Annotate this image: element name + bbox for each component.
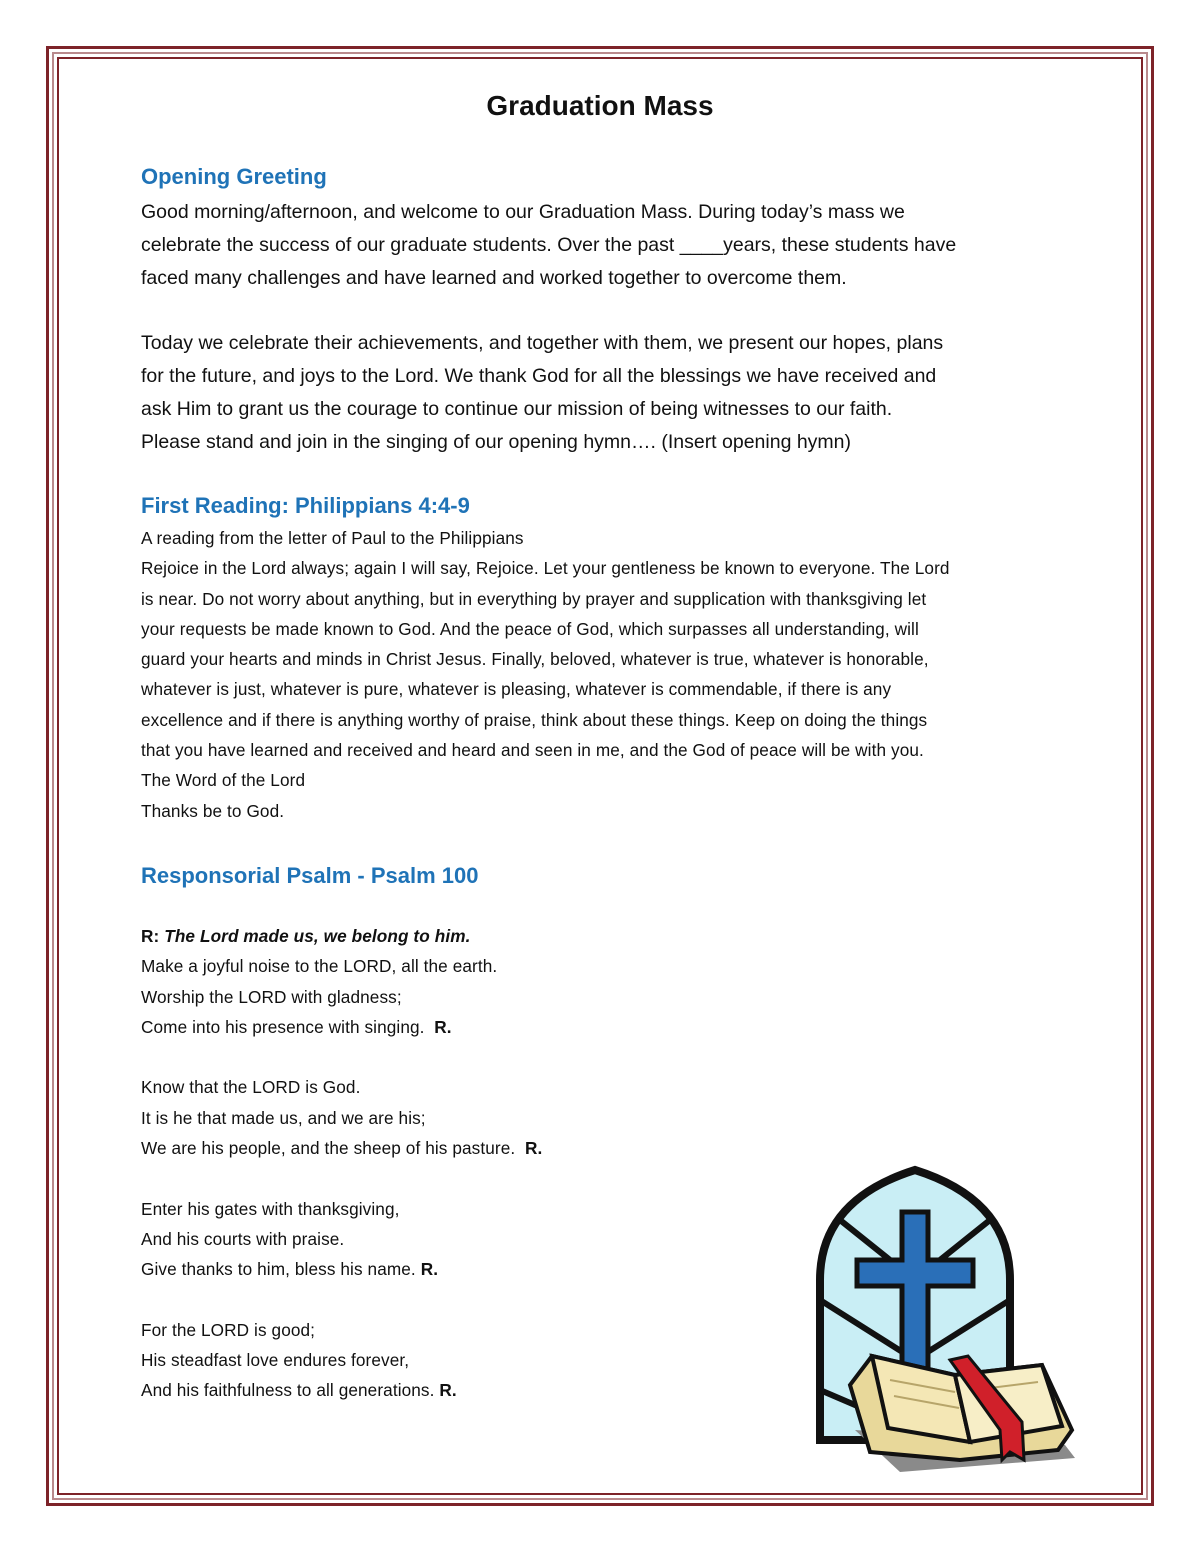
- text-line: [141, 1012, 1061, 1042]
- text-line: Know that the LORD is God.: [141, 1077, 361, 1098]
- text-line: A reading from the letter of Paul to the Philippians: [141, 528, 524, 548]
- text-line: For the LORD is good;: [141, 1319, 316, 1340]
- stained-glass-cross-and-bible-icon: [810, 1160, 1090, 1480]
- first-reading-text: [141, 523, 1061, 826]
- psalm-heading: Responsorial Psalm - Psalm 100: [141, 862, 479, 888]
- verse-text: And his faithfulness to all generations.: [141, 1380, 435, 1401]
- text-line: Worship the LORD with gladness;: [141, 986, 402, 1007]
- text-line: excellence and if there is anything worthy of praise, think about these things. Keep on doing the things: [141, 709, 928, 730]
- response-marker: R.: [434, 1016, 452, 1037]
- response-marker: R.: [525, 1138, 543, 1159]
- opening-greeting-paragraph-1: [141, 196, 1061, 295]
- first-reading-section: [141, 491, 1061, 826]
- text-line: Rejoice in the Lord always; again I will say, Rejoice. Let your gentleness be known to everyone. The Lord: [141, 558, 950, 579]
- response-marker: R.: [420, 1259, 439, 1280]
- verse-text: Come into his presence with singing.: [141, 1016, 425, 1037]
- text-line: Thanks be to God.: [141, 800, 285, 821]
- text-line: ask Him to grant us the courage to continue our mission of being witnesses to our faith.: [141, 398, 893, 420]
- text-line: Good morning/afternoon, and welcome to our Graduation Mass. During today’s mass we: [141, 201, 905, 223]
- text-line: guard your hearts and minds in Christ Jesus. Finally, beloved, whatever is true, whatever is honorable,: [141, 649, 929, 670]
- text-line: His steadfast love endures forever,: [141, 1350, 410, 1371]
- text-line: It is he that made us, and we are his;: [141, 1107, 426, 1128]
- response-text: The Lord made us, we belong to him.: [164, 925, 471, 946]
- verse-text: We are his people, and the sheep of his pasture.: [141, 1138, 516, 1159]
- opening-greeting-heading: Opening Greeting: [141, 164, 327, 189]
- response-marker: R.: [439, 1380, 457, 1401]
- text-line: your requests be made known to God. And the peace of God, which surpasses all understanding, will: [141, 618, 919, 639]
- text-line: The Word of the Lord: [141, 770, 306, 791]
- first-reading-heading: First Reading: Philippians 4:4-9: [141, 493, 470, 518]
- response-label: R:: [141, 925, 160, 946]
- text-line: that you have learned and received and heard and seen in me, and the God of peace will be with you.: [141, 740, 924, 761]
- text-line: whatever is just, whatever is pure, whatever is pleasing, whatever is commendable, if there is any: [141, 679, 892, 700]
- text-line: Enter his gates with thanksgiving,: [141, 1198, 400, 1219]
- text-line: And his courts with praise.: [141, 1228, 345, 1249]
- blank-line: [141, 1042, 1061, 1072]
- text-line: faced many challenges and have learned and worked together to overcome them.: [141, 267, 847, 289]
- psalm-response: [141, 921, 1061, 951]
- text-line: Please stand and join in the singing of our opening hymn…. (Insert opening hymn): [141, 431, 852, 453]
- verse-text: Give thanks to him, bless his name.: [141, 1259, 416, 1280]
- text-line: for the future, and joys to the Lord. We thank God for all the blessings we have received and: [141, 365, 937, 387]
- text-line: Make a joyful noise to the LORD, all the earth.: [141, 956, 498, 977]
- text-line: celebrate the success of our graduate students. Over the past ____years, these students have: [141, 234, 957, 256]
- text-line: is near. Do not worry about anything, but in everything by prayer and supplication with thanksgiving let: [141, 588, 927, 609]
- text-line: [141, 1133, 1061, 1163]
- opening-greeting-paragraph-2: [141, 327, 1061, 459]
- page-title: Graduation Mass: [486, 90, 714, 121]
- opening-greeting-section: [141, 162, 1061, 459]
- text-line: Today we celebrate their achievements, and together with them, we present our hopes, plans: [141, 332, 944, 354]
